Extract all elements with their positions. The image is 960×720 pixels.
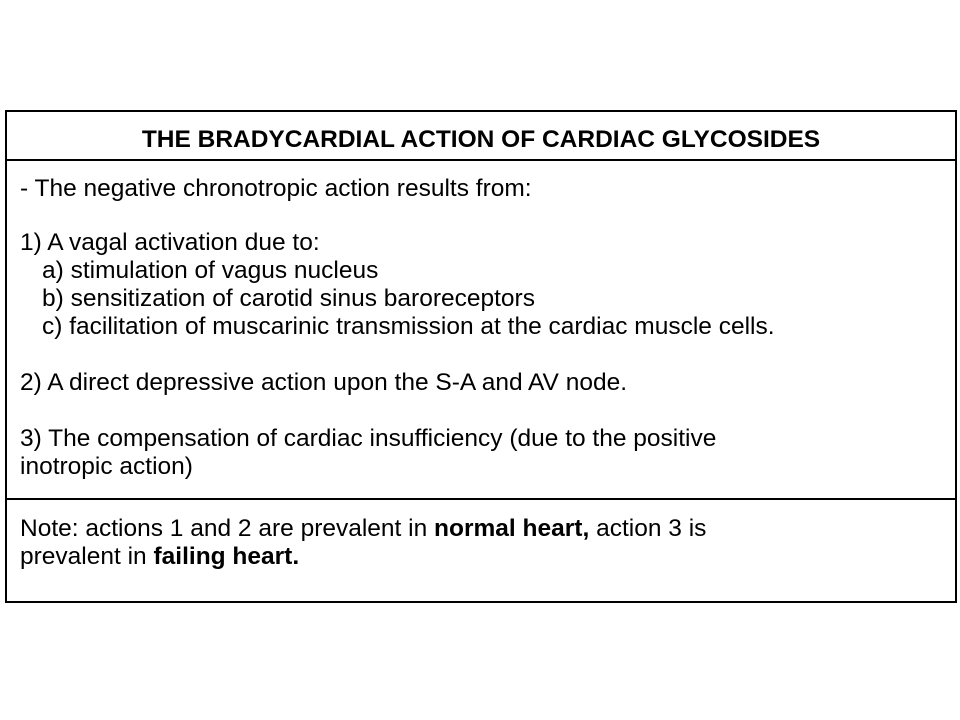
table-title: THE BRADYCARDIAL ACTION OF CARDIAC GLYCOSIDES (141, 126, 821, 153)
note-line-1 (20, 515, 706, 543)
note-bold-failing-heart: failing heart. (153, 543, 300, 570)
table-body-row (7, 161, 955, 500)
point-3-line-2: inotropic action) (20, 453, 193, 480)
note-prefix: Note: actions 1 and 2 are prevalent in (20, 515, 435, 542)
point-1-heading: 1) A vagal activation due to: (20, 229, 320, 256)
point-1a: a) stimulation of vagus nucleus (42, 257, 379, 284)
table-note-row (7, 500, 955, 601)
note-line-2 (20, 543, 299, 571)
content-table (5, 110, 957, 603)
note-bold-normal-heart: normal heart, (434, 515, 590, 542)
note-line-2-prefix: prevalent in (20, 543, 154, 570)
point-1b: b) sensitization of carotid sinus baroreceptors (42, 285, 535, 312)
table-title-row (7, 112, 955, 161)
intro-text: - The negative chronotropic action results from: (20, 175, 532, 202)
note-middle: action 3 is (589, 515, 707, 542)
point-3-line-1: 3) The compensation of cardiac insufficiency (due to the positive (20, 425, 717, 452)
point-2: 2) A direct depressive action upon the S-A and AV node. (20, 369, 628, 396)
point-1c: c) facilitation of muscarinic transmission at the cardiac muscle cells. (42, 313, 775, 340)
